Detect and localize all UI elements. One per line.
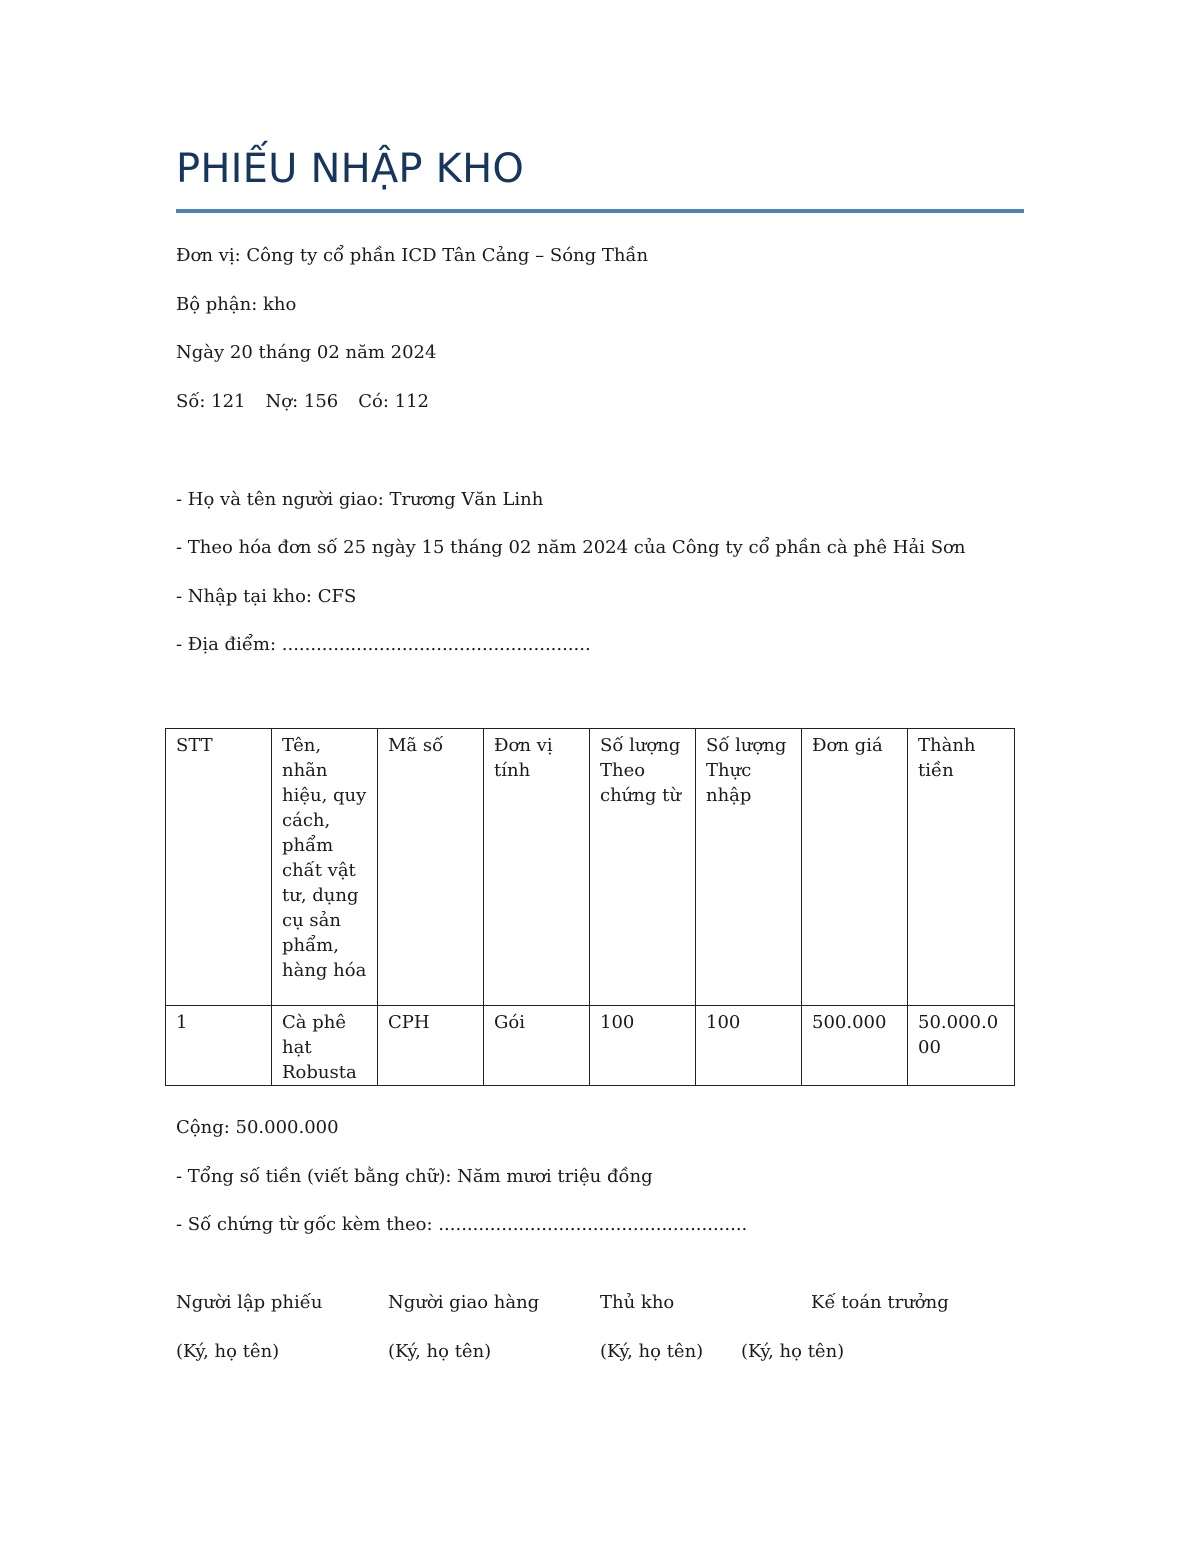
signature-note: (Ký, họ tên) [176, 1341, 280, 1362]
signature-note: (Ký, họ tên) [741, 1341, 845, 1362]
department-line: Bộ phận: kho [176, 294, 297, 315]
signature-role-deliverer: Người giao hàng [388, 1292, 540, 1313]
voucher-number: Số: 121 [176, 391, 246, 412]
items-table [165, 728, 1015, 1086]
header-cell: Số lượng Thực nhập [696, 729, 802, 1006]
header-cell: Đơn giá [802, 729, 908, 1006]
unit-line: Đơn vị: Công ty cổ phần ICD Tân Cảng – Sóng Thần [176, 245, 649, 266]
source-documents-line: - Số chứng từ gốc kèm theo: ...................................................... [176, 1214, 748, 1235]
signature-note: (Ký, họ tên) [600, 1341, 704, 1362]
header-cell: Số lượng Theo chứng từ [590, 729, 696, 1006]
signature-role-storekeeper: Thủ kho [600, 1292, 675, 1313]
amount-in-words-line: - Tổng số tiền (viết bằng chữ): Năm mươi triệu đồng [176, 1166, 653, 1187]
header-cell: Mã số [378, 729, 484, 1006]
header-cell: Thành tiền [908, 729, 1015, 1006]
table-cell: Gói [484, 1006, 590, 1086]
header-cell: Tên, nhãn hiệu, quy cách, phẩm chất vật tư, dụng cụ sản phẩm, hàng hóa [272, 729, 378, 1006]
header-cell: STT [166, 729, 272, 1006]
table-cell: 100 [590, 1006, 696, 1086]
table-cell: 50.000.000 [908, 1006, 1015, 1086]
title-underline [176, 209, 1024, 213]
signature-role-chief-accountant: Kế toán trưởng [811, 1292, 949, 1313]
debit-account: Nợ: 156 [265, 391, 339, 412]
table-cell: Cà phê hạt Robusta [272, 1006, 378, 1086]
number-line [176, 390, 429, 414]
location-line: - Địa điểm: ...................................................... [176, 634, 591, 655]
signature-role-preparer: Người lập phiếu [176, 1292, 323, 1313]
document-title: PHIẾU NHẬP KHO [176, 146, 525, 192]
warehouse-line: - Nhập tại kho: CFS [176, 586, 357, 607]
deliverer-line: - Họ và tên người giao: Trương Văn Linh [176, 489, 544, 510]
date-line: Ngày 20 tháng 02 năm 2024 [176, 342, 437, 363]
table-row [166, 1006, 1015, 1086]
invoice-line: - Theo hóa đơn số 25 ngày 15 tháng 02 năm 2024 của Công ty cổ phần cà phê Hải Sơn [176, 537, 966, 558]
table-cell: CPH [378, 1006, 484, 1086]
header-cell: Đơn vị tính [484, 729, 590, 1006]
credit-account: Có: 112 [358, 391, 429, 412]
table-cell: 100 [696, 1006, 802, 1086]
table-cell: 1 [166, 1006, 272, 1086]
table-cell: 500.000 [802, 1006, 908, 1086]
total-line: Cộng: 50.000.000 [176, 1117, 339, 1138]
signature-note: (Ký, họ tên) [388, 1341, 492, 1362]
table-header-row [166, 729, 1015, 1006]
